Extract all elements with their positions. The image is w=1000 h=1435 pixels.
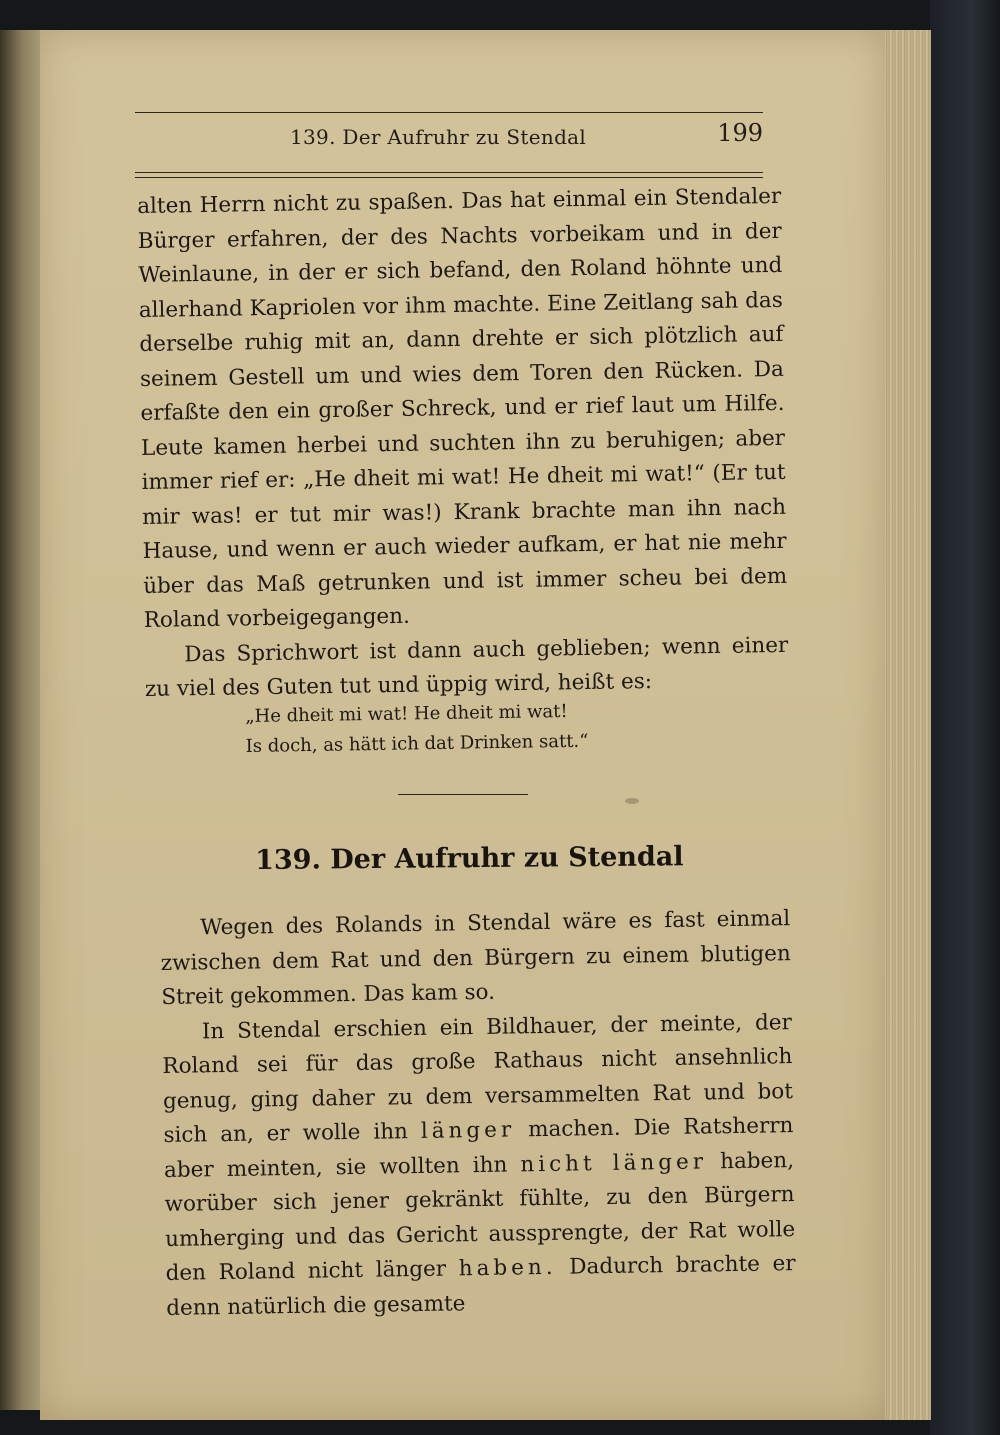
verse-quote: [245, 697, 589, 762]
emphasis-spaced: länger: [420, 1117, 516, 1144]
section-heading: 139. Der Aufruhr zu Stendal: [255, 841, 684, 876]
paragraph: [162, 1006, 797, 1326]
running-head-title: 139. Der Aufruhr zu Stendal: [290, 125, 587, 149]
running-head: [135, 112, 763, 153]
passage-one: [137, 180, 789, 708]
page-stack-edges: [880, 30, 931, 1420]
section-body: [160, 902, 796, 1326]
paragraph: alten Herrn nicht zu spaßen. Das hat einmal ein Stendaler Bürger erfahren, der des Nachts vorbeikam und in der Weinlaune, in der er sich befand, den Roland höhnte und allerhand Kapriolen vor ihm machte. Eine Zeitlang sah das derselbe ruhig mit an, dann drehte er sich plötzlich auf seinem Gestell um und wies dem Toren den Rücken. Da erfaßte den ein großer Schreck, und er rief laut um Hilfe. Leute kamen herbei und suchten ihn zu beruhigen; aber immer rief er: „He dheit mi wat! He dheit mi wat!“ (Er tut mir was! er tut mir was!) Krank brachte man ihn nach Hause, und wenn er auch wieder aufkam, er hat nie mehr über das Maß getrunken und ist immer scheu bei dem Roland vorbeigegangen.: [137, 183, 788, 633]
text-run: machen. Die Ratsherrn aber meinten, sie wollten ihn: [163, 1113, 794, 1183]
book-binding: [930, 0, 1000, 1435]
text-run: Dadurch brachte er denn natürlich die gesamte: [166, 1251, 796, 1321]
paragraph: Wegen des Rolands in Stendal wäre es fast einmal zwischen dem Rat und den Bürgern zu einem blutigen Streit gekommen. Das kam so.: [160, 906, 791, 1010]
verse-line: „He dheit mi wat! He dheit mi wat!: [245, 700, 568, 727]
paragraph: Das Sprichwort ist dann auch geblieben; wenn einer zu viel des Guten tut und üppig wird, heißt es:: [144, 632, 789, 702]
paper-fleck: [625, 798, 639, 804]
verse-line: Is doch, as hätt ich dat Drinken satt.“: [245, 730, 589, 757]
emphasis-spaced: haben.: [458, 1254, 557, 1282]
page-number: 199: [717, 119, 763, 147]
emphasis-spaced: nicht länger: [520, 1148, 708, 1177]
header-double-rule: [135, 172, 763, 178]
book-page: [40, 30, 885, 1420]
section-divider: [398, 794, 528, 795]
left-page-edge: [0, 30, 42, 1410]
text-run: haben, worüber sich jener gekränkt fühlte, zu den Bürgern umherging und das Gericht aussprengte, der Rat wolle den Roland nicht länger: [164, 1147, 796, 1286]
text-run: In Stendal erschien ein Bildhauer, der meinte, der Roland sei für das große Rathaus nicht ansehnlich genug, ging daher zu dem versammelten Rat und bot sich an, er wolle ihn: [162, 1009, 794, 1148]
